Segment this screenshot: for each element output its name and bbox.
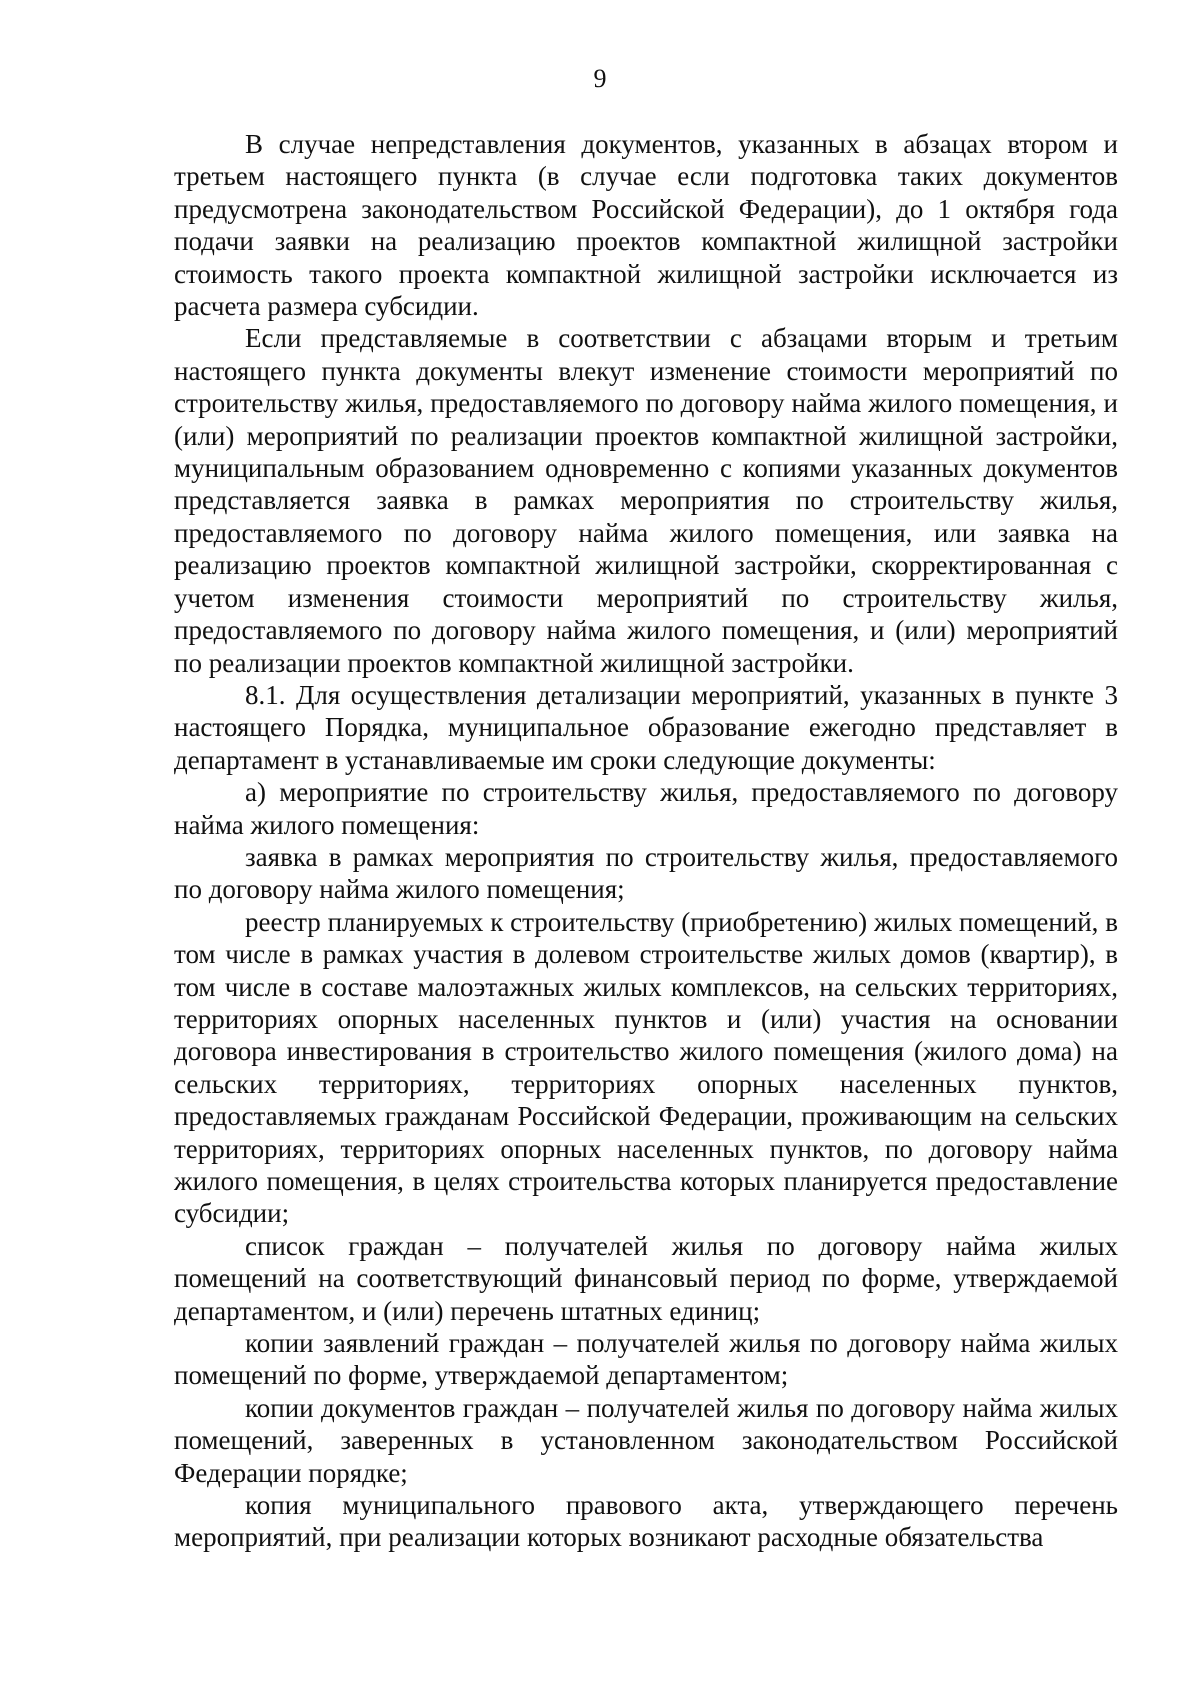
list-item-municipal-act: копия муниципального правового акта, утверждающего перечень мероприятий, при реализации которых возникают расходные обязательства (174, 1490, 1118, 1553)
document-body (174, 128, 1118, 1554)
list-item-document-copies: копии документов граждан – получателей жилья по договору найма жилых помещений, заверенных в установленном законодательством Российской Федерации порядке; (174, 1392, 1118, 1488)
list-item-registry: реестр планируемых к строительству (приобретению) жилых помещений, в том числе в рамках участия в долевом строительстве жилых домов (квартир), в том числе в составе малоэтажных жилых комплексов, на сельских территориях, территориях опорных населенных пунктов и (или) участия на основании договора инвестирования в строительство жилого помещения (жилого дома) на сельских территориях, территориях опорных населенных пунктов, предоставляемых гражданам Российской Федерации, проживающим на сельских территориях, территориях опорных населенных пунктов, по договору найма жилого помещения, в целях строительства которых планируется предоставление субсидии; (174, 906, 1118, 1229)
paragraph-cost-change: Если представляемые в соответствии с абзацами вторым и третьим настоящего пункта документы влекут изменение стоимости мероприятий по строительству жилья, предоставляемого по договору найма жилого помещения, и (или) мероприятий по реализации проектов компактной жилищной застройки, муниципальным образованием одновременно с копиями указанных документов представляется заявка в рамках мероприятия по строительству жилья, предоставляемого по договору найма жилого помещения, или заявка на реализацию проектов компактной жилищной застройки, скорректированная с учетом изменения стоимости мероприятий по строительству жилья, предоставляемого по договору найма жилого помещения, и (или) мероприятий по реализации проектов компактной жилищной застройки. (174, 323, 1118, 678)
paragraph-nonsubmission: В случае непредставления документов, указанных в абзацах втором и третьем настоящего пункта (в случае если подготовка таких документов предусмотрена законодательством Российской Федерации), до 1 октября года подачи заявки на реализацию проектов компактной жилищной застройки стоимость такого проекта компактной жилищной застройки исключается из расчета размера субсидии. (174, 129, 1118, 322)
paragraph-8-1: 8.1. Для осуществления детализации мероприятий, указанных в пункте 3 настоящего Порядка, муниципальное образование ежегодно представляет в департамент в устанавливаемые им сроки следующие документы: (174, 679, 1118, 775)
list-item-a: а) мероприятие по строительству жилья, предоставляемого по договору найма жилого помещения: (174, 777, 1118, 840)
list-item-citizen-list: список граждан – получателей жилья по договору найма жилых помещений на соответствующий финансовый период по форме, утверждаемой департаментом, и (или) перечень штатных единиц; (174, 1230, 1118, 1326)
list-item-application: заявка в рамках мероприятия по строительству жилья, предоставляемого по договору найма жилого помещения; (174, 841, 1118, 905)
page-number: 9 (593, 64, 607, 93)
list-item-application-copies: копии заявлений граждан – получателей жилья по договору найма жилых помещений по форме, утверждаемой департаментом; (174, 1328, 1118, 1391)
